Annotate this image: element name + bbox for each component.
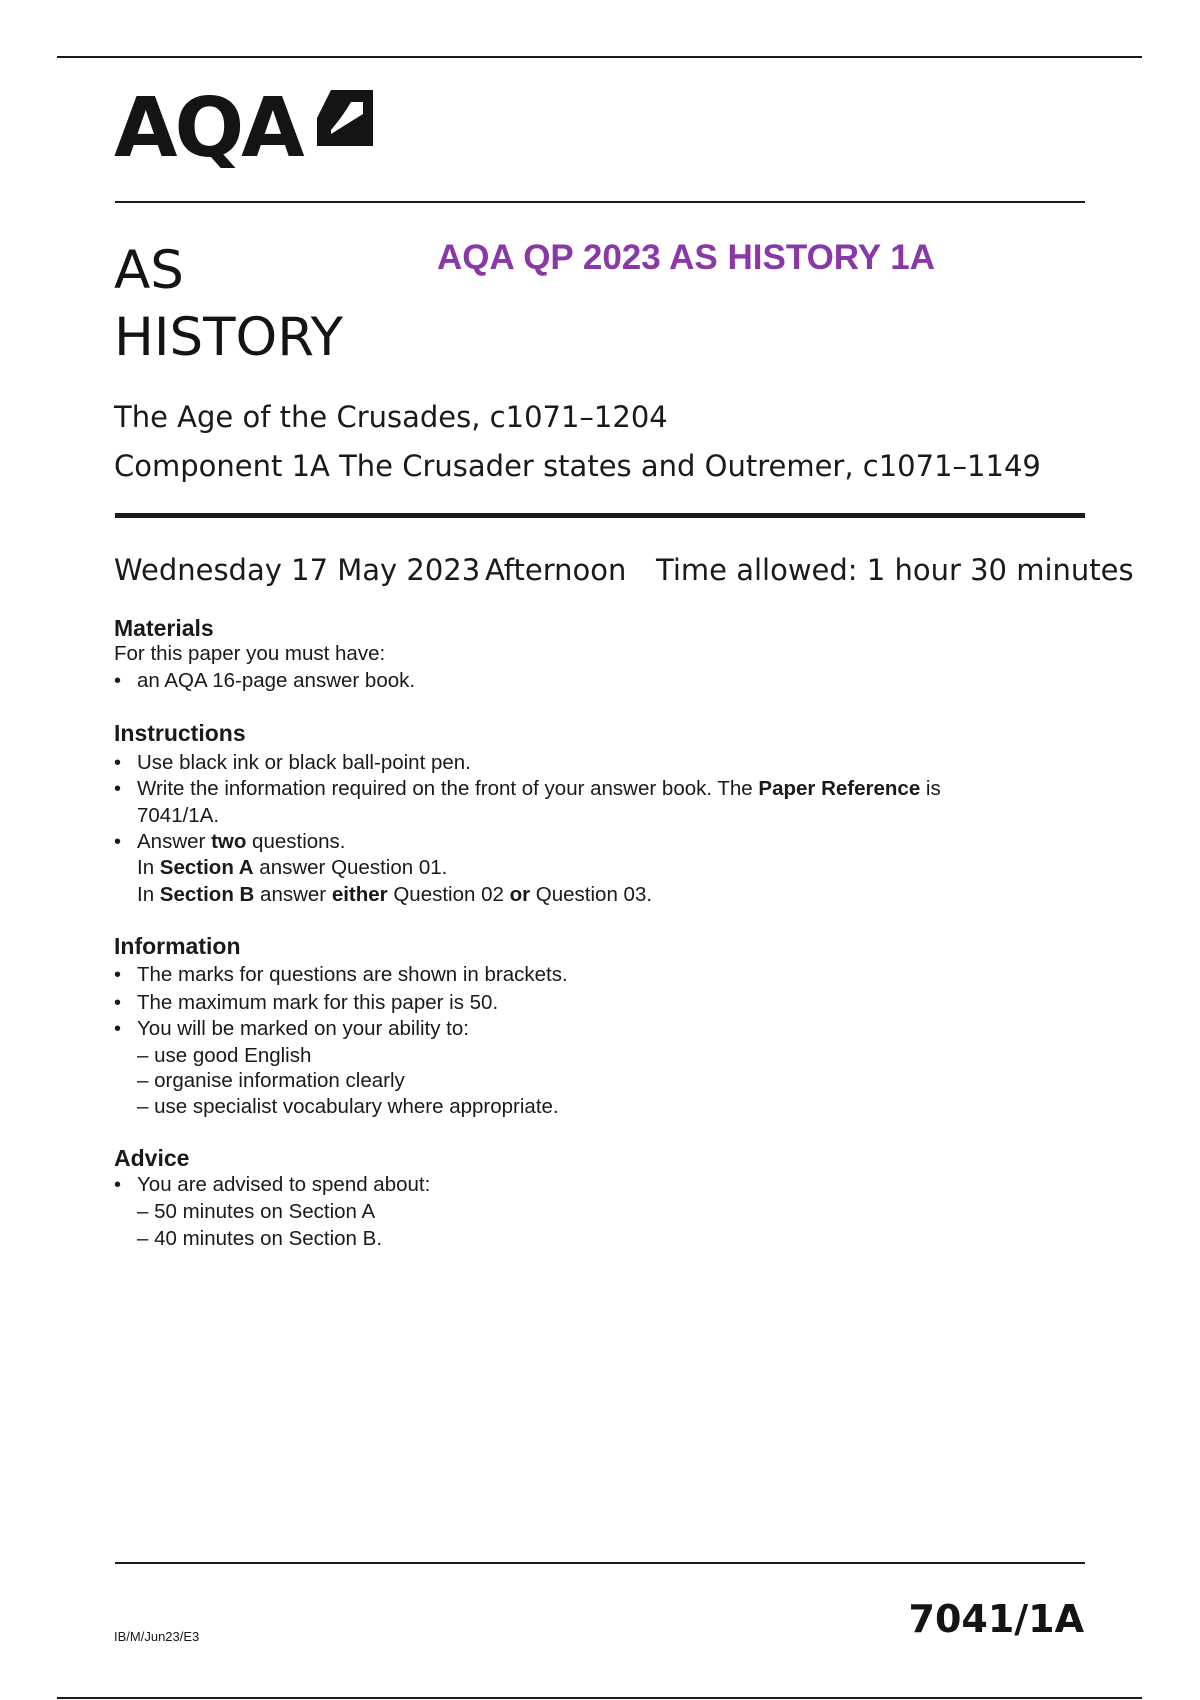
logo-wordmark: AQA — [114, 81, 302, 176]
bullet: • — [114, 752, 122, 774]
advice-heading: Advice — [114, 1145, 190, 1171]
instruction-section-a: In Section A answer Question 01. — [137, 856, 448, 879]
advice-intro: You are advised to spend about: — [137, 1173, 431, 1196]
information-sub-item: – use specialist vocabulary where appropriate. — [137, 1095, 559, 1118]
advice-sub-item: – 40 minutes on Section B. — [137, 1227, 383, 1250]
bullet: • — [114, 1018, 122, 1040]
header-rule — [115, 201, 1085, 203]
exam-session: Afternoon — [485, 553, 627, 587]
bullet: • — [114, 831, 122, 853]
information-sub-item: – organise information clearly — [137, 1069, 405, 1092]
instructions-heading: Instructions — [114, 720, 246, 746]
footer-rule — [115, 1562, 1085, 1564]
bullet: • — [114, 670, 122, 692]
bullet: • — [114, 992, 122, 1014]
bullet: • — [114, 1174, 122, 1196]
instruction-answer-count: Answer two questions. — [137, 830, 346, 853]
materials-item: an AQA 16-page answer book. — [137, 669, 416, 692]
paper-code: 7041/1A — [908, 1597, 1084, 1641]
bullet: • — [114, 964, 122, 986]
instruction-section-b: In Section B answer either Question 02 or Question 03. — [137, 883, 653, 906]
instruction-ink: Use black ink or black ball-point pen. — [137, 751, 471, 774]
subject-title: HISTORY — [114, 307, 344, 368]
thick-rule — [115, 513, 1085, 518]
information-max-mark: The maximum mark for this paper is 50. — [137, 991, 499, 1014]
top-rule — [57, 56, 1142, 58]
information-marks: The marks for questions are shown in brackets. — [137, 963, 568, 986]
aqa-logo — [114, 81, 374, 183]
document-stamp: AQA QP 2023 AS HISTORY 1A — [437, 238, 935, 277]
exam-date: Wednesday 17 May 2023 — [114, 553, 481, 587]
footer-reference: IB/M/Jun23/E3 — [114, 1629, 200, 1644]
information-heading: Information — [114, 933, 241, 959]
materials-heading: Materials — [114, 615, 214, 641]
instruction-paper-reference: Write the information required on the front of your answer book. The Paper Reference is — [137, 777, 941, 800]
information-sub-item: – use good English — [137, 1044, 312, 1067]
component-title: Component 1A The Crusader states and Outremer, c1071–1149 — [114, 449, 1041, 483]
instruction-paper-reference-code: 7041/1A. — [137, 804, 220, 827]
qualification-level: AS — [114, 240, 184, 301]
information-assessment: You will be marked on your ability to: — [137, 1017, 469, 1040]
paper-title: The Age of the Crusades, c1071–1204 — [114, 400, 668, 434]
time-allowed: Time allowed: 1 hour 30 minutes — [656, 553, 1134, 587]
advice-sub-item: – 50 minutes on Section A — [137, 1200, 376, 1223]
bullet: • — [114, 778, 122, 800]
materials-intro: For this paper you must have: — [114, 642, 386, 665]
bottom-rule — [57, 1697, 1142, 1699]
logo-flag-icon — [317, 90, 373, 146]
